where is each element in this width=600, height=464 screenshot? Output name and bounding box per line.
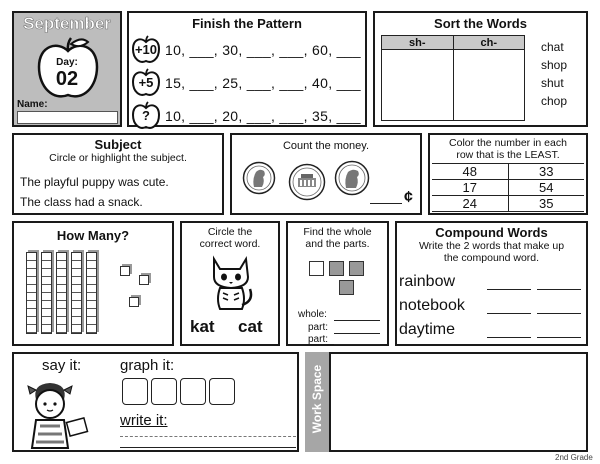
how-many-title: How Many? bbox=[56, 228, 130, 243]
tens-rod bbox=[26, 252, 37, 334]
least-row bbox=[432, 164, 584, 180]
write-line[interactable] bbox=[120, 447, 296, 448]
compound-instruction-line2: the compound word. bbox=[443, 252, 540, 264]
word-item: chop bbox=[541, 94, 568, 108]
correct-word-title-line2: correct word. bbox=[199, 238, 261, 250]
part-answer-line[interactable] bbox=[334, 333, 380, 334]
whole-parts-title-line1: Find the whole bbox=[303, 226, 372, 238]
word-item: shop bbox=[541, 58, 568, 72]
write-it-label: write it: bbox=[120, 412, 168, 429]
compound-answer-line[interactable] bbox=[537, 289, 581, 290]
ones-cube bbox=[139, 275, 149, 285]
graph-box[interactable] bbox=[209, 378, 235, 405]
square-gray bbox=[349, 261, 364, 276]
compound-answer-line[interactable] bbox=[487, 313, 531, 314]
pattern-sequence[interactable]: 15, ___, 25, ___, ___, 40, ___ bbox=[165, 75, 361, 91]
compound-answer-line[interactable] bbox=[487, 289, 531, 290]
whole-answer-line[interactable] bbox=[334, 320, 380, 321]
tens-rod bbox=[41, 252, 52, 334]
graph-box[interactable] bbox=[151, 378, 177, 405]
month-title: September bbox=[23, 14, 111, 33]
least-cell[interactable]: 48 bbox=[432, 164, 509, 179]
money-box bbox=[230, 133, 422, 215]
part-label: part: bbox=[308, 322, 329, 333]
coin-dime-icon bbox=[242, 161, 276, 195]
least-cell[interactable]: 17 bbox=[432, 180, 509, 195]
sort-column-header: ch- bbox=[480, 37, 497, 49]
correct-word-box bbox=[180, 221, 280, 346]
part-answer-line[interactable] bbox=[334, 344, 380, 345]
correct-word-title-line1: Circle the bbox=[207, 226, 253, 238]
word-option-kat[interactable]: kat bbox=[190, 317, 215, 336]
square-gray bbox=[329, 261, 344, 276]
least-table bbox=[432, 163, 584, 212]
subject-box bbox=[12, 133, 224, 215]
work-space-label: Work Space bbox=[310, 364, 324, 434]
coin-nickel-head-icon bbox=[334, 160, 370, 196]
ones-cube bbox=[120, 266, 130, 276]
grade-label: 2nd Grade bbox=[555, 453, 593, 462]
least-row bbox=[432, 196, 584, 212]
word-option-cat[interactable]: cat bbox=[238, 317, 263, 336]
least-instruction-line2: row that is the LEAST. bbox=[456, 149, 560, 161]
day-number: 02 bbox=[55, 68, 79, 90]
sort-column-header: sh- bbox=[382, 36, 454, 49]
work-space-tab bbox=[305, 352, 329, 452]
word-item: chat bbox=[541, 40, 564, 54]
compound-box bbox=[395, 221, 588, 346]
graph-box[interactable] bbox=[122, 378, 148, 405]
least-cell[interactable]: 24 bbox=[432, 196, 509, 211]
least-cell[interactable]: 54 bbox=[539, 180, 554, 195]
whole-parts-title-line2: and the parts. bbox=[305, 238, 370, 250]
sentence[interactable]: The class had a snack. bbox=[20, 195, 143, 209]
pattern-sequence[interactable]: 10, ___, 30, ___, ___, 60, ___ bbox=[165, 42, 361, 58]
subject-title: Subject bbox=[94, 137, 142, 152]
graph-it-label: graph it: bbox=[120, 357, 175, 374]
pattern-box bbox=[127, 11, 367, 127]
cat-icon bbox=[206, 255, 256, 311]
sentence[interactable]: The playful puppy was cute. bbox=[20, 175, 169, 189]
name-field[interactable] bbox=[17, 111, 118, 124]
part-label: part: bbox=[308, 334, 329, 345]
girl-reading-icon bbox=[22, 380, 100, 450]
name-label: Name: bbox=[17, 99, 48, 110]
compound-title: Compound Words bbox=[435, 225, 548, 240]
sort-words-box bbox=[373, 11, 588, 127]
compound-answer-line[interactable] bbox=[487, 337, 531, 338]
day-label: Day: bbox=[56, 57, 78, 68]
work-space-area[interactable] bbox=[329, 352, 588, 452]
say-it-label: say it: bbox=[42, 357, 82, 374]
least-cell[interactable]: 33 bbox=[539, 164, 554, 179]
how-many-box bbox=[12, 221, 174, 346]
sort-table bbox=[381, 35, 525, 121]
subject-instruction: Circle or highlight the subject. bbox=[49, 152, 187, 164]
least-instruction-line1: Color the number in each bbox=[449, 137, 567, 149]
compound-answer-line[interactable] bbox=[537, 337, 581, 338]
square-gray bbox=[339, 280, 354, 295]
tens-rod bbox=[56, 252, 67, 334]
pattern-rule: +10 bbox=[134, 42, 158, 57]
sort-title: Sort the Words bbox=[434, 16, 527, 31]
least-row bbox=[432, 180, 584, 196]
compound-word: notebook bbox=[399, 297, 465, 314]
ones-cube bbox=[129, 297, 139, 307]
pattern-sequence[interactable]: 10, ___, 20, ___, ___, 35, ___ bbox=[165, 108, 361, 124]
say-graph-box bbox=[12, 352, 299, 452]
write-line-dashed[interactable] bbox=[120, 436, 296, 437]
whole-label: whole: bbox=[298, 309, 327, 320]
date-card bbox=[12, 11, 122, 127]
money-answer-line[interactable] bbox=[370, 203, 402, 204]
compound-answer-line[interactable] bbox=[537, 313, 581, 314]
sort-column-ch[interactable] bbox=[454, 50, 525, 120]
whole-parts-box bbox=[286, 221, 389, 346]
least-box bbox=[428, 133, 588, 215]
pattern-rule: ? bbox=[142, 108, 150, 123]
compound-word: rainbow bbox=[399, 273, 456, 290]
money-title: Count the money. bbox=[282, 140, 369, 152]
graph-box[interactable] bbox=[180, 378, 206, 405]
coin-nickel-icon bbox=[288, 163, 326, 201]
cents-symbol: ¢ bbox=[404, 189, 413, 206]
word-item: shut bbox=[541, 76, 564, 90]
pattern-rule: +5 bbox=[138, 75, 154, 90]
tens-rod bbox=[71, 252, 82, 334]
least-cell[interactable]: 35 bbox=[539, 196, 554, 211]
sort-column-sh[interactable] bbox=[382, 50, 454, 120]
pattern-title: Finish the Pattern bbox=[192, 16, 302, 31]
compound-instruction-line1: Write the 2 words that make up bbox=[418, 240, 565, 252]
tens-rod bbox=[86, 252, 97, 334]
compound-word: daytime bbox=[399, 321, 456, 338]
square-white bbox=[309, 261, 324, 276]
word-list bbox=[541, 38, 567, 110]
